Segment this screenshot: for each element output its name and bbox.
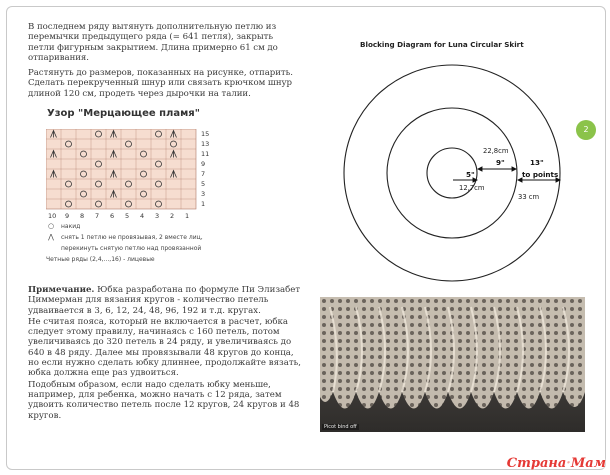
legend-dec-line1: снять 1 петлю не провязывая, 2 вместе лиц, bbox=[61, 234, 203, 241]
legend-even-rows: Четные ряды (2,4,...,16) - лицевые bbox=[46, 256, 155, 263]
legend-decrease bbox=[46, 232, 203, 243]
column-label: 5 bbox=[125, 212, 130, 220]
column-label: 10 bbox=[48, 212, 57, 220]
note-paragraph-2: Не считая пояса, который не включается в расчет, юбка следует этому правилу, начинаясь с 160 петель, потом увеличиваясь до 320 петель в 24 ряду, и увеличиваясь до 640 в 48 ряду. Далее мы провязывали 48 кругов до конца, но если нужно сделать юбку длиннее, продолжайте вязать, юбка должна еще раз удвоиться. bbox=[28, 316, 301, 379]
label-5in: 5" bbox=[466, 170, 475, 179]
row-label: 5 bbox=[201, 180, 206, 188]
arrowhead-icon bbox=[478, 167, 482, 171]
label-13in: 13" bbox=[530, 158, 544, 167]
diagram-title: Blocking Diagram for Luna Circular Skirt bbox=[360, 40, 524, 49]
chart-column-labels bbox=[48, 212, 189, 220]
instruction-paragraph-1: В последнем ряду вытянуть дополнительную петлю из перемычки предыдущего ряда (= 641 петля), закрыть петли фигурным закрытием. Длина примерно 61 см до отпаривания. bbox=[28, 22, 278, 63]
note-paragraph-1 bbox=[28, 285, 303, 316]
watermark-separator: · bbox=[566, 456, 571, 471]
lace-photo-image bbox=[320, 297, 585, 432]
row-label: 13 bbox=[201, 140, 210, 148]
legend-dec-line2: перекинуть снятую петлю над провязанной bbox=[61, 245, 202, 252]
double-decrease-icon: ⋀ bbox=[48, 233, 54, 241]
column-label: 6 bbox=[110, 212, 115, 220]
label-5in-cm: 12,7cm bbox=[459, 184, 485, 192]
column-label: 9 bbox=[65, 212, 70, 220]
lace-photo bbox=[320, 297, 585, 432]
column-label: 2 bbox=[170, 212, 175, 220]
row-label: 9 bbox=[201, 160, 206, 168]
legend-yo-label: накид bbox=[61, 223, 81, 230]
label-13in-cm: 33 cm bbox=[518, 193, 540, 201]
yarn-over-icon: ○ bbox=[47, 222, 55, 230]
note-section bbox=[28, 285, 303, 422]
blocking-diagram bbox=[335, 58, 570, 288]
column-label: 1 bbox=[185, 212, 190, 220]
pattern-title: Узор "Мерцающее пламя" bbox=[47, 108, 200, 119]
legend-yo bbox=[46, 221, 203, 232]
column-label: 3 bbox=[155, 212, 160, 220]
note-p1-text: Юбка разработана по формуле Пи Элизабет Циммерман для вязания кругов - количество петель удваивается в 3, 6, 12, 24, 48, 96, 192 и т.д. кругах. bbox=[28, 285, 301, 316]
row-label: 3 bbox=[201, 190, 206, 198]
note-heading: Примечание. bbox=[28, 285, 95, 295]
arrowhead-icon bbox=[512, 167, 516, 171]
row-label: 7 bbox=[201, 170, 206, 178]
label-9in-cm: 22,8cm bbox=[483, 147, 509, 155]
chart-legend bbox=[46, 221, 203, 265]
column-label: 7 bbox=[95, 212, 100, 220]
row-label: 15 bbox=[201, 130, 210, 138]
label-9in: 9" bbox=[496, 158, 505, 167]
site-watermark bbox=[507, 456, 606, 471]
watermark-part1: Страна bbox=[506, 456, 567, 471]
middle-circle bbox=[387, 108, 517, 238]
stitch-chart-svg bbox=[46, 129, 216, 221]
watermark-part2: Мам bbox=[570, 456, 606, 471]
stitch-chart bbox=[46, 129, 216, 225]
note-paragraph-3: Подобным образом, если надо сделать юбку меньше, например, для ребенка, можно начать с 12 ряда, затем удвоить количество петель после 12 кругов, 24 кругов и 48 кругов. bbox=[28, 379, 300, 421]
column-label: 4 bbox=[140, 212, 145, 220]
row-label: 1 bbox=[201, 200, 206, 208]
row-label: 11 bbox=[201, 150, 210, 158]
label-to-points: to points bbox=[522, 170, 559, 179]
photo-caption: Picot bind off bbox=[324, 424, 357, 430]
column-label: 8 bbox=[80, 212, 85, 220]
page-number-badge: 2 bbox=[576, 120, 596, 140]
chart-row-labels bbox=[201, 130, 209, 208]
instruction-paragraph-2: Растянуть до размеров, показанных на рисунке, отпарить. Сделать перекрученный шнур или связать крючком шнур длиной 120 см, продеть через дырочки на талии. bbox=[28, 68, 293, 99]
